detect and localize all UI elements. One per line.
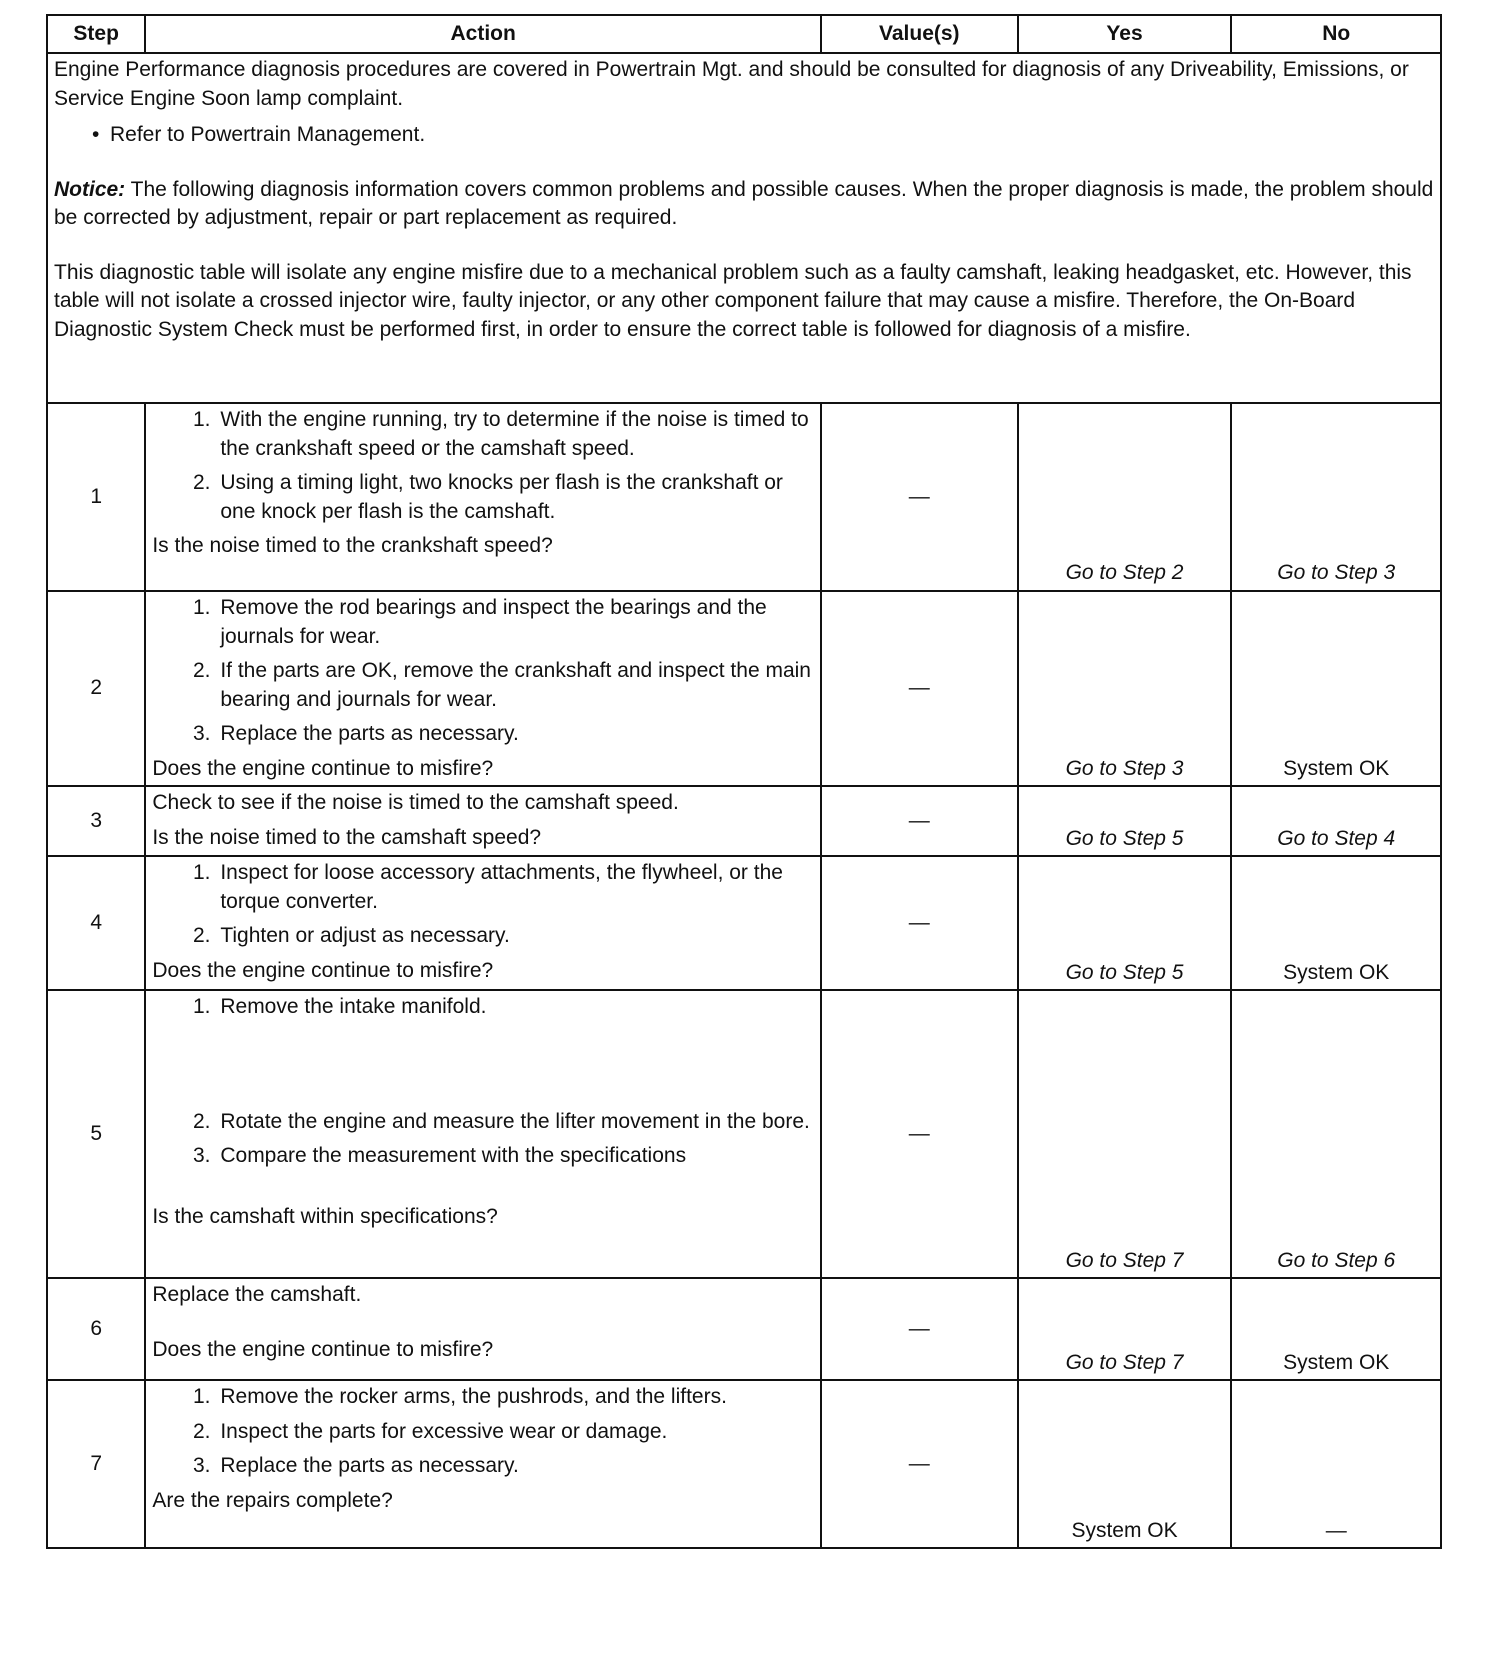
action-list bbox=[152, 993, 814, 1022]
intro-cell bbox=[47, 53, 1441, 403]
no-cell: System OK bbox=[1231, 1278, 1441, 1380]
action-item: 3. Compare the measurement with the specifications bbox=[216, 1142, 814, 1171]
action-list bbox=[152, 859, 814, 951]
yes-cell: Go to Step 5 bbox=[1018, 786, 1232, 856]
action-question: Does the engine continue to misfire? bbox=[152, 756, 494, 780]
action-item: 2. Using a timing light, two knocks per flash is the crankshaft or one knock per flash is the camshaft. bbox=[216, 469, 814, 526]
action-text: Replace the camshaft. bbox=[152, 1283, 362, 1307]
action-list bbox=[152, 406, 814, 526]
action-question: Is the camshaft within specifications? bbox=[152, 1204, 498, 1228]
step-number: 6 bbox=[47, 1278, 145, 1380]
action-cell bbox=[145, 1380, 821, 1548]
header-no: No bbox=[1231, 15, 1441, 53]
intro-list bbox=[54, 121, 1434, 150]
header-row bbox=[47, 15, 1441, 53]
action-item: 2. Tighten or adjust as necessary. bbox=[216, 922, 814, 951]
no-cell: Go to Step 6 bbox=[1231, 990, 1441, 1278]
action-item: 1. Remove the rocker arms, the pushrods, and the lifters. bbox=[216, 1383, 814, 1412]
scope-paragraph: This diagnostic table will isolate any engine misfire due to a mechanical problem such as a faulty camshaft, leaking headgasket, etc. However, this table will not isolate a crossed injector wire, faulty injector, or any other component failure that may cause a misfire. Therefore, the On-Board Diagnostic System Check must be performed first, in order to ensure the correct table is followed for diagnosis of a misfire. bbox=[54, 260, 1412, 341]
step-number: 5 bbox=[47, 990, 145, 1278]
action-item: 2. If the parts are OK, remove the crankshaft and inspect the main bearing and journals for wear. bbox=[216, 657, 814, 714]
no-cell: System OK bbox=[1231, 856, 1441, 990]
action-question: Does the engine continue to misfire? bbox=[152, 1337, 494, 1361]
notice-paragraph bbox=[54, 176, 1434, 233]
action-question: Is the noise timed to the camshaft speed? bbox=[152, 825, 542, 849]
step-number: 1 bbox=[47, 403, 145, 591]
value-cell: — bbox=[821, 990, 1018, 1278]
no-cell: Go to Step 3 bbox=[1231, 403, 1441, 591]
table-row bbox=[47, 1278, 1441, 1380]
table-row bbox=[47, 1380, 1441, 1548]
step-number: 7 bbox=[47, 1380, 145, 1548]
action-item: 3. Replace the parts as necessary. bbox=[216, 1452, 814, 1481]
yes-cell: Go to Step 7 bbox=[1018, 990, 1232, 1278]
table-row bbox=[47, 856, 1441, 990]
action-item: 1. Remove the rod bearings and inspect the bearings and the journals for wear. bbox=[216, 594, 814, 651]
header-action: Action bbox=[145, 15, 821, 53]
action-cell bbox=[145, 591, 821, 786]
value-cell: — bbox=[821, 403, 1018, 591]
yes-cell: Go to Step 5 bbox=[1018, 856, 1232, 990]
header-yes: Yes bbox=[1018, 15, 1232, 53]
value-cell: — bbox=[821, 591, 1018, 786]
no-cell: Go to Step 4 bbox=[1231, 786, 1441, 856]
step-number: 4 bbox=[47, 856, 145, 990]
action-question: Is the noise timed to the crankshaft speed? bbox=[152, 534, 553, 558]
action-list bbox=[152, 594, 814, 749]
header-step: Step bbox=[47, 15, 145, 53]
step-number: 3 bbox=[47, 786, 145, 856]
intro-bullet: • Refer to Powertrain Management. bbox=[110, 121, 1434, 150]
action-cell bbox=[145, 403, 821, 591]
action-item: 1. Remove the intake manifold. bbox=[216, 993, 814, 1022]
action-item: 2. Inspect the parts for excessive wear or damage. bbox=[216, 1418, 814, 1447]
action-cell bbox=[145, 786, 821, 856]
intro-row bbox=[47, 53, 1441, 403]
action-cell bbox=[145, 1278, 821, 1380]
diagnostic-table bbox=[46, 14, 1442, 1549]
table-row bbox=[47, 591, 1441, 786]
action-cell bbox=[145, 856, 821, 990]
action-list-continued bbox=[152, 1108, 814, 1171]
action-list bbox=[152, 1383, 814, 1481]
action-text: Check to see if the noise is timed to the camshaft speed. bbox=[152, 791, 679, 815]
intro-paragraph: Engine Performance diagnosis procedures are covered in Powertrain Mgt. and should be consulted for diagnosis of any Driveability, Emissions, or Service Engine Soon lamp complaint. bbox=[54, 58, 1409, 110]
action-item: 3. Replace the parts as necessary. bbox=[216, 720, 814, 749]
yes-cell: System OK bbox=[1018, 1380, 1232, 1548]
action-question: Are the repairs complete? bbox=[152, 1488, 393, 1512]
action-question: Does the engine continue to misfire? bbox=[152, 958, 494, 982]
notice-label: Notice: bbox=[54, 177, 126, 201]
yes-cell: Go to Step 7 bbox=[1018, 1278, 1232, 1380]
notice-text: The following diagnosis information covers common problems and possible causes. When the proper diagnosis is made, the problem should be corrected by adjustment, repair or part replacement as required. bbox=[54, 177, 1434, 230]
value-cell: — bbox=[821, 856, 1018, 990]
action-item: 1. Inspect for loose accessory attachments, the flywheel, or the torque converter. bbox=[216, 859, 814, 916]
no-cell: — bbox=[1231, 1380, 1441, 1548]
yes-cell: Go to Step 2 bbox=[1018, 403, 1232, 591]
action-item: 1. With the engine running, try to determine if the noise is timed to the crankshaft speed or the camshaft speed. bbox=[216, 406, 814, 463]
action-cell bbox=[145, 990, 821, 1278]
header-values: Value(s) bbox=[821, 15, 1018, 53]
value-cell: — bbox=[821, 1278, 1018, 1380]
table-row bbox=[47, 403, 1441, 591]
no-cell: System OK bbox=[1231, 591, 1441, 786]
step-number: 2 bbox=[47, 591, 145, 786]
value-cell: — bbox=[821, 1380, 1018, 1548]
action-item: 2. Rotate the engine and measure the lifter movement in the bore. bbox=[216, 1108, 814, 1137]
table-row bbox=[47, 786, 1441, 856]
yes-cell: Go to Step 3 bbox=[1018, 591, 1232, 786]
value-cell: — bbox=[821, 786, 1018, 856]
table-row bbox=[47, 990, 1441, 1278]
